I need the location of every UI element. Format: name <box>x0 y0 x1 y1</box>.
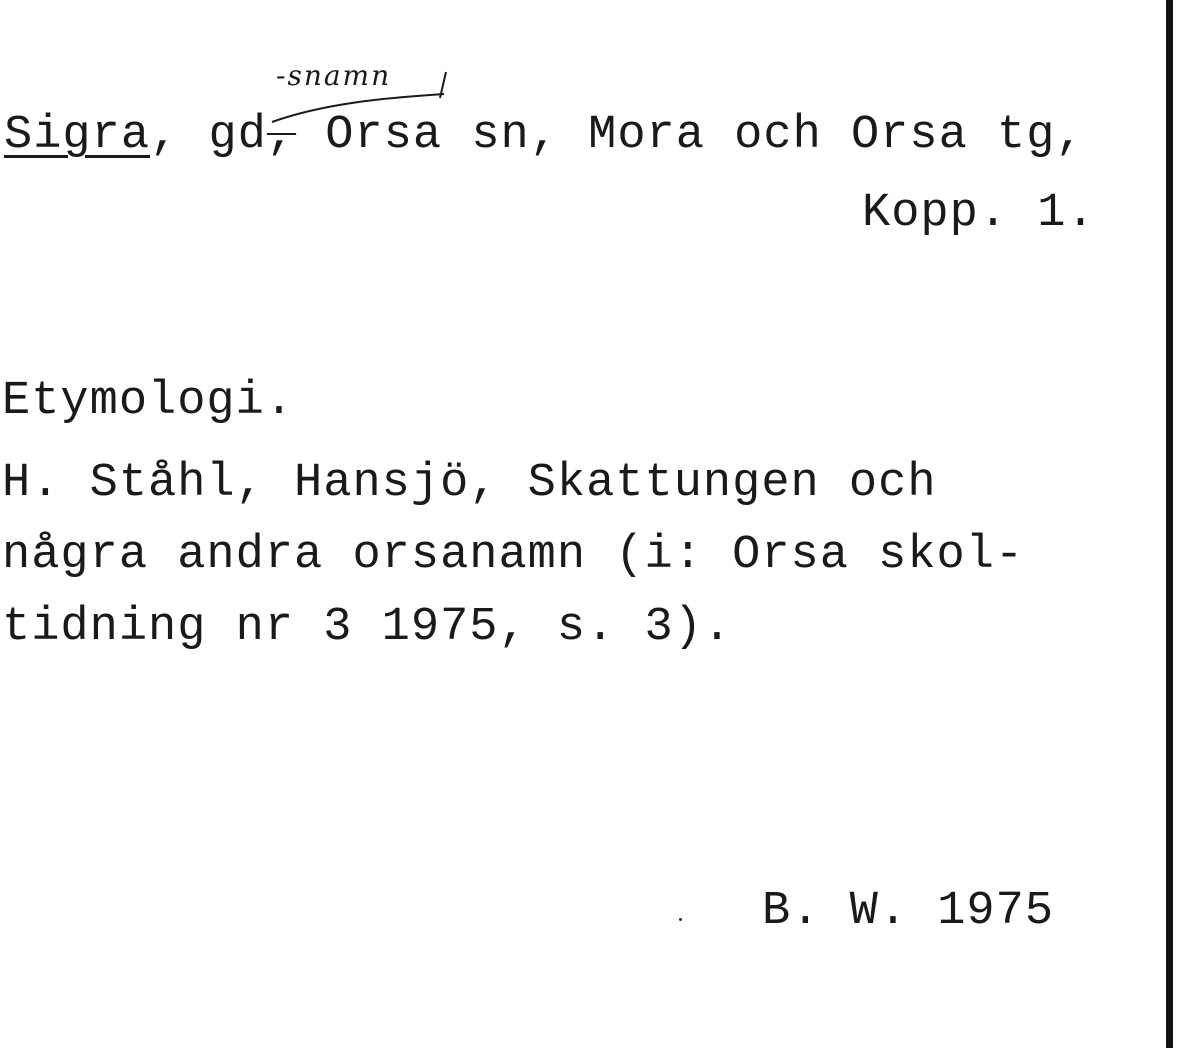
place-name: Sigra <box>4 109 151 162</box>
reference-line: några andra orsanamn (i: Orsa skol- <box>2 529 1025 582</box>
heading-line <box>4 109 1085 162</box>
name-separator: , <box>150 109 209 162</box>
card-edge-border <box>1166 0 1173 1048</box>
reference-line: H. Ståhl, Hansjö, Skattungen och <box>2 457 937 510</box>
reference-line: tidning nr 3 1975, s. 3). <box>2 601 733 654</box>
section-label: Etymologi. <box>2 375 295 428</box>
signature: B. W. 1975 <box>762 885 1055 938</box>
struck-punctuation: , <box>266 109 297 162</box>
handwritten-insert: -snamn <box>276 59 392 92</box>
paper-speck <box>679 918 682 921</box>
type-abbreviation: gd <box>208 109 267 162</box>
location-text: Orsa sn, Mora och Orsa tg, <box>296 109 1085 162</box>
map-reference: Kopp. 1. <box>862 187 1096 240</box>
